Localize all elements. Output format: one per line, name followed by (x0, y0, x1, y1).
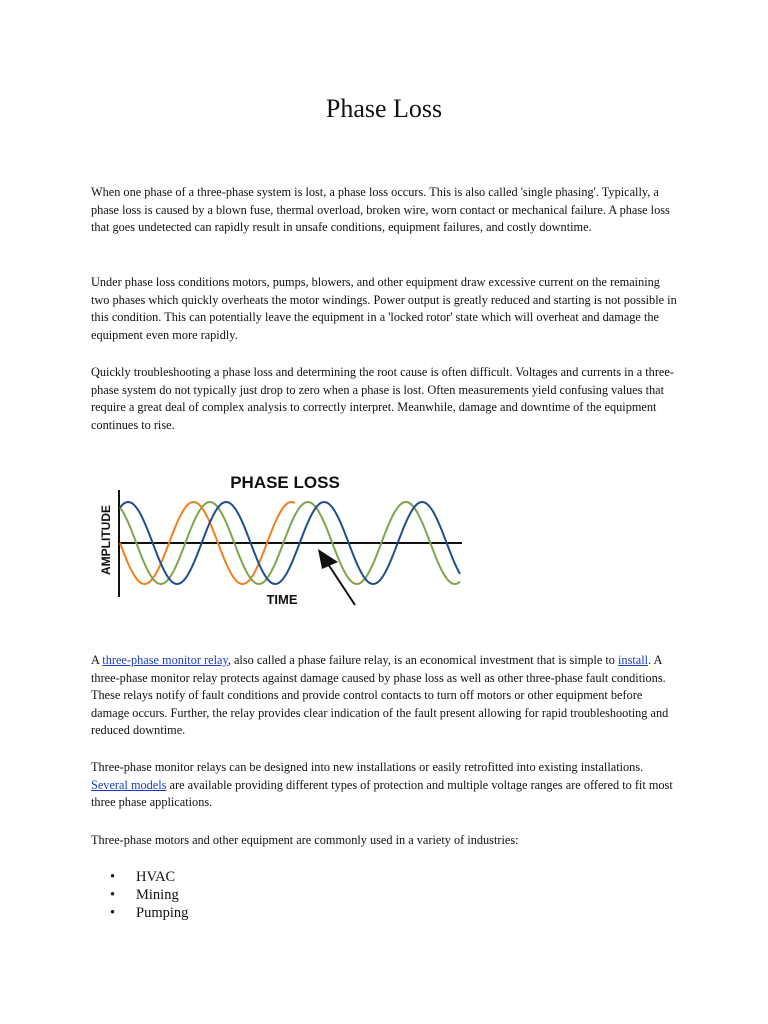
amplitude-axis-label: AMPLITUDE (99, 505, 113, 575)
paragraph-troubleshooting: Quickly troubleshooting a phase loss and determining the root cause is often difficult. Voltages and currents in a three-phase system do not typically just drop to zero when a phase is lost. Often measurements yield confusing values that require a great deal of complex analysis to correctly interpret. Meanwhile, damage and downtime of the equipment continues to rise. (91, 365, 674, 432)
page-title: Phase Loss (325, 94, 443, 123)
list-item (110, 868, 188, 886)
list-item (110, 904, 188, 922)
list-item-label: Pumping (136, 905, 189, 921)
p4-text-end: . A three-phase monitor relay protects against damage caused by phase loss as well as other three-phase fault conditions. These relays notify of fault conditions and provide control contacts to turn off motors or other equipment before damage occurs. Further, the relay provides clear indication of the fault present allowing for rapid troubleshooting and reduced downtime. (91, 653, 669, 738)
install-link[interactable]: install (618, 653, 649, 667)
phase-loss-diagram (92, 465, 472, 615)
three-phase-monitor-relay-link[interactable]: three-phase monitor relay (102, 653, 228, 667)
list-item-label: Mining (136, 887, 179, 903)
phase-loss-figure (92, 465, 472, 615)
paragraph-industries-intro: Three-phase motors and other equipment are commonly used in a variety of industries: (91, 833, 519, 847)
p4-text-start: A (91, 653, 103, 667)
p5-text-end: are available providing different types of protection and multiple voltage ranges are offered to fit most three phase applications. (91, 777, 673, 810)
paragraph-installations (91, 759, 681, 812)
p4-text-middle: , also called a phase failure relay, is an economical investment that is simple to (227, 653, 619, 667)
phase-loss-arrow-shaft (328, 564, 355, 605)
industries-list (110, 868, 188, 922)
paragraph-monitor-relay (91, 652, 681, 740)
time-axis-label: TIME (266, 592, 298, 607)
bullet-icon: • (110, 905, 116, 921)
paragraph-conditions: Under phase loss conditions motors, pumps, blowers, and other equipment draw excessive current on the remaining two phases which quickly overheats the motor windings. Power output is greatly reduced and starting is not possible in this condition. This can potentially leave the equipment in a 'locked rotor' state which will overheat and damage the equipment even more rapidly. (91, 275, 677, 342)
bullet-icon: • (110, 887, 116, 903)
list-item-label: HVAC (136, 869, 176, 885)
paragraph-intro: When one phase of a three-phase system is lost, a phase loss occurs. This is also called 'single phasing'. Typically, a phase loss is caused by a blown fuse, thermal overload, broken wire, worn contact or mechanical failure. A phase loss that goes undetected can rapidly result in unsafe conditions, equipment failures, and costly downtime. (91, 185, 670, 235)
several-models-link[interactable]: Several models (91, 777, 167, 792)
bullet-icon: • (110, 869, 116, 885)
p5-text-start: Three-phase monitor relays can be designed into new installations or easily retrofitted into existing installations. (91, 760, 644, 774)
list-item (110, 886, 188, 904)
figure-title: PHASE LOSS (230, 473, 340, 492)
